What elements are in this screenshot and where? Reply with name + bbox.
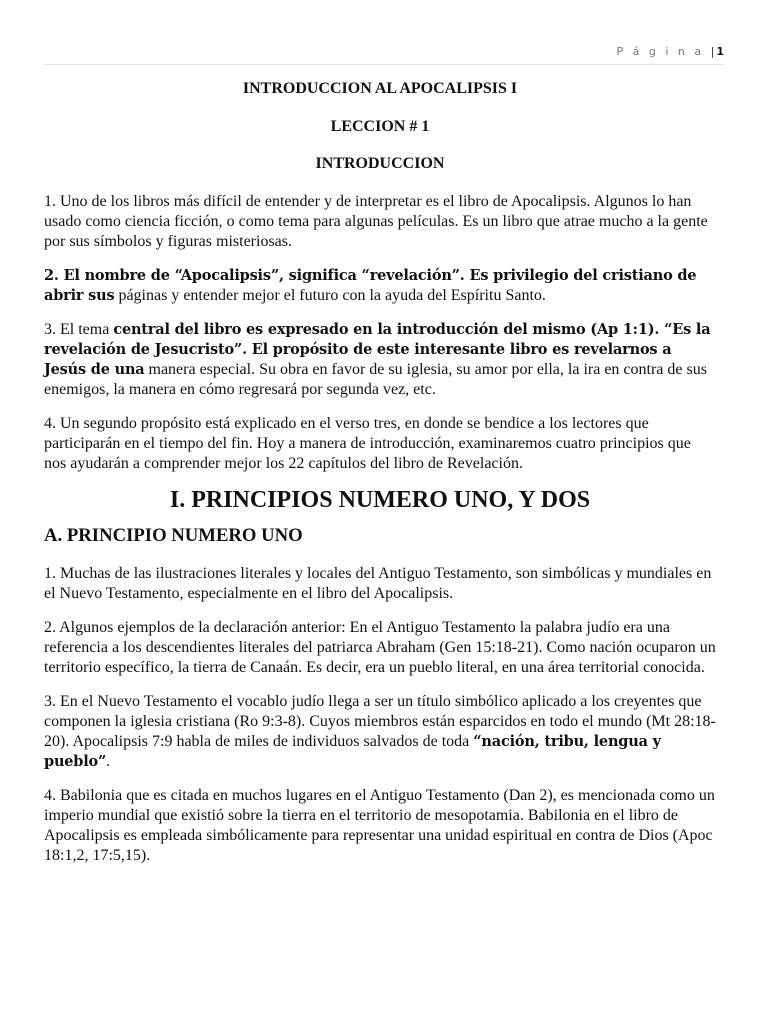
principle-paragraph-3-start: 3. En el Nuevo Testamento el vocablo judío llega a ser un título simbólico aplicado a los creyentes que componen la iglesia cristiana (Ro 9:3-8). Cuyos miembros están esparcidos en todo el mundo (Mt 28:18-20). Apocalipsis 7:9 habla de miles de individuos salvados de toda	[44, 693, 716, 750]
intro-paragraph-1: 1. Uno de los libros más difícil de entender y de interpretar es el libro de Apocalipsis. Algunos lo han usado como ciencia ficción, o como tema para algunas películas. Es un libro que atrae mucho a la gente por sus símbolos y figuras misteriosas.	[44, 193, 708, 250]
principle-paragraph-3	[44, 692, 716, 772]
page-number: 1	[716, 45, 724, 58]
subsection-a-heading: A. PRINCIPIO NUMERO UNO	[44, 525, 303, 546]
page-header	[424, 44, 724, 60]
intro-paragraph-3	[44, 320, 716, 400]
intro-paragraph-2-bold: 2. El nombre de “Apocalipsis”, significa “revelación”. Es privilegio del cristiano de abrir sus	[44, 267, 697, 304]
principle-paragraph-3-bold: “nación, tribu, lengua y pueblo”	[44, 733, 661, 770]
principle-paragraph-1: 1. Muchas de las ilustraciones literales y locales del Antiguo Testamento, son simbólicas y mundiales en el Nuevo Testamento, especialmente en el libro del Apocalipsis.	[44, 565, 712, 602]
intro-paragraph-3-rest: manera especial. Su obra en favor de su iglesia, su amor por ella, la ira en contra de sus enemigos, la manera en cómo regresará por segunda vez, etc.	[44, 361, 707, 398]
page-label: P á g i n a	[616, 45, 705, 58]
intro-paragraph-3-start: 3. El tema	[44, 321, 114, 338]
document-title: INTRODUCCION AL APOCALIPSIS I	[242, 80, 518, 97]
intro-paragraph-2	[44, 266, 716, 306]
intro-paragraph-2-rest: páginas y entender mejor el futuro con la ayuda del Espíritu Santo.	[114, 287, 546, 304]
header-rule	[44, 64, 724, 65]
lesson-title: LECCION # 1	[330, 118, 430, 135]
document-body	[44, 79, 716, 866]
principle-paragraph-4: 4. Babilonia que es citada en muchos lugares en el Antiguo Testamento (Dan 2), es mencionada como un imperio mundial que existió sobre la tierra en el territorio de mesopotamia. Babilonia en el libro de Apocalipsis es empleada simbólicamente para representar una unidad espiritual en contra de Dios (Apoc 18:1,2, 17:5,15).	[44, 787, 715, 864]
page-separator: |	[710, 45, 715, 58]
intro-paragraph-3-bold: central del libro es expresado en la introducción del mismo (Ap 1:1). “Es la revelación de Jesucristo”. El propósito de este interesante libro es revelarnos a Jesús de una	[44, 321, 711, 378]
intro-paragraph-4: 4. Un segundo propósito está explicado en el verso tres, en donde se bendice a los lectores que participarán en el tiempo del fin. Hoy a manera de introducción, examinaremos cuatro principios que nos ayudarán a comprender mejor los 22 capítulos del libro de Revelación.	[44, 415, 691, 472]
principle-paragraph-2: 2. Algunos ejemplos de la declaración anterior: En el Antiguo Testamento la palabra judío era una referencia a los descendientes literales del patriarca Abraham (Gen 15:18-21). Como nación ocuparon un territorio específico, la tierra de Canaán. Es decir, era un pueblo literal, en una área territorial conocida.	[44, 619, 716, 676]
intro-heading: INTRODUCCION	[315, 155, 445, 172]
section-1-heading: I. PRINCIPIOS NUMERO UNO, Y DOS	[169, 487, 591, 513]
principle-paragraph-3-end: .	[106, 753, 111, 770]
